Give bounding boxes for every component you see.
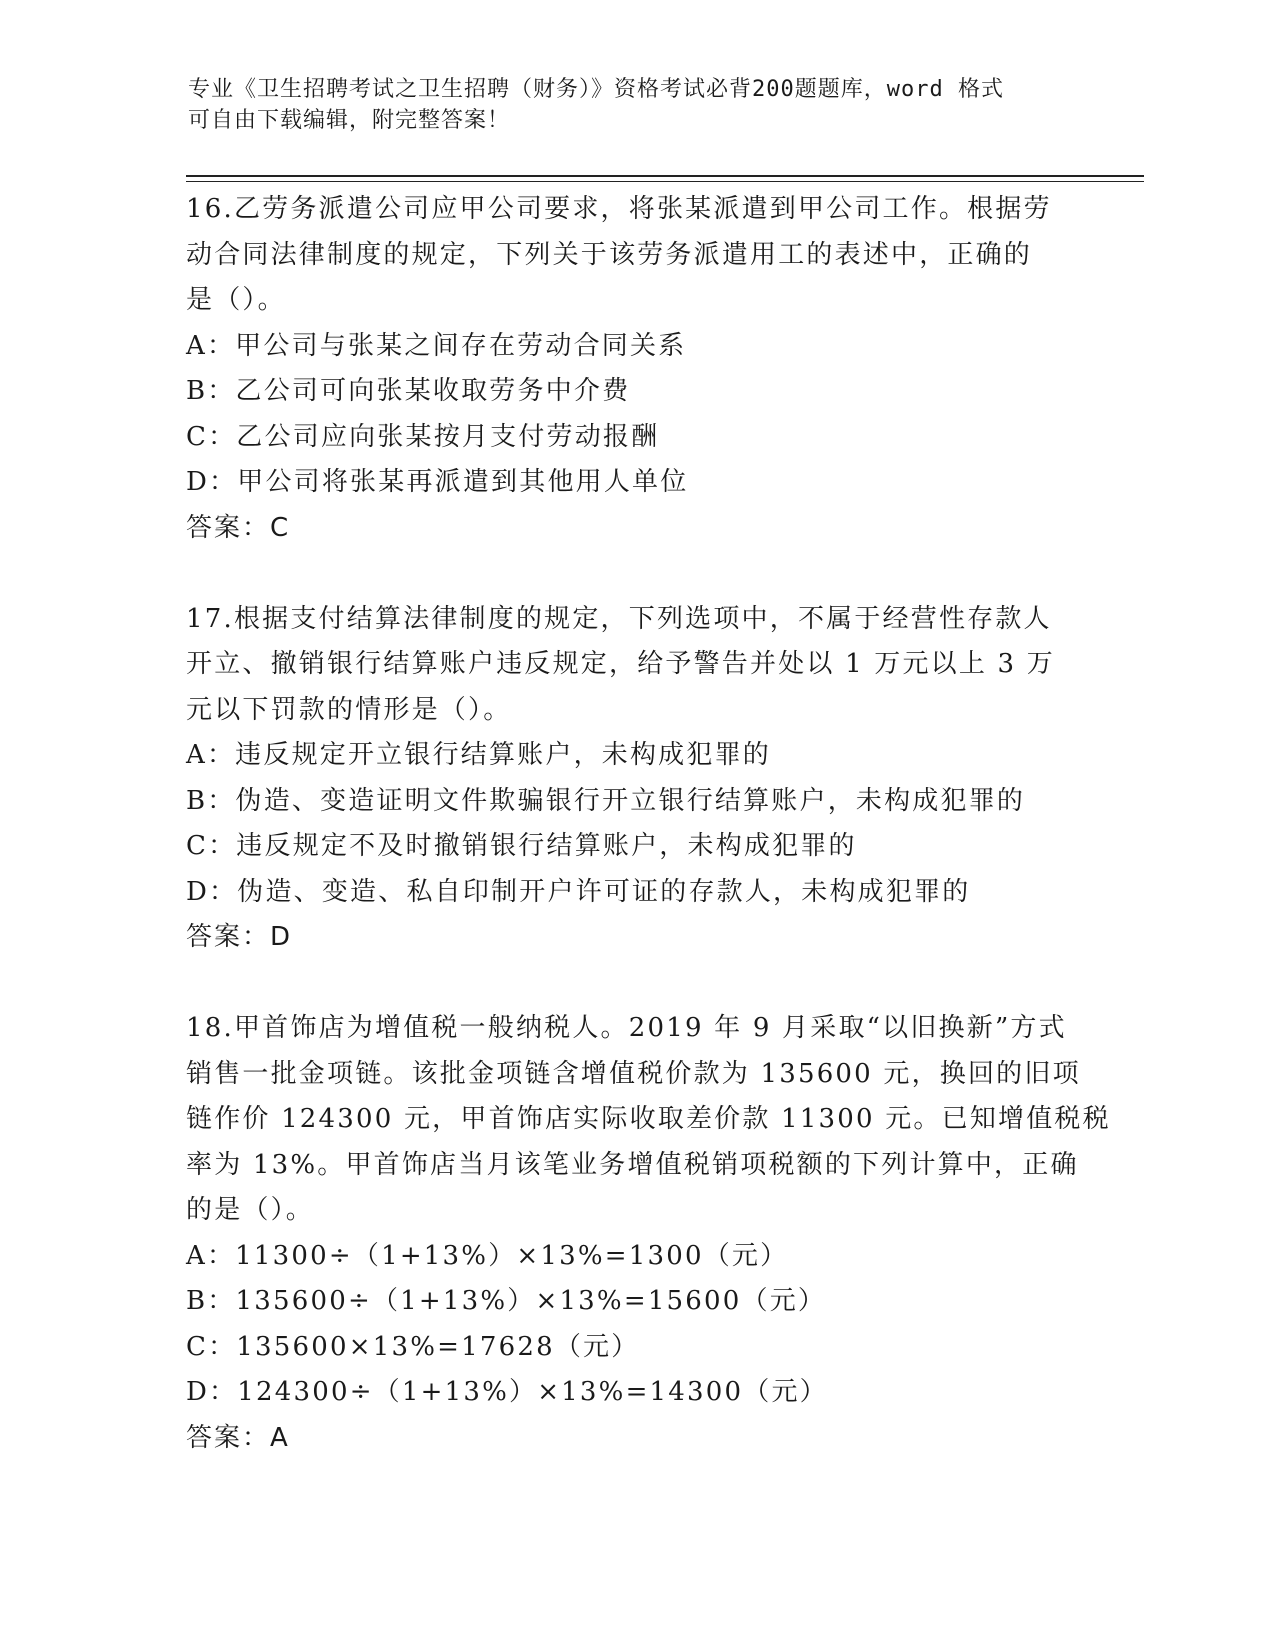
stem-line: 率为 13%。甲首饰店当月该笔业务增值税销项税额的下列计算中，正确 (186, 1149, 1079, 1180)
question-stem (186, 1006, 1111, 1234)
question-16 (186, 187, 1086, 551)
option-c: C：乙公司应向张某按月支付劳动报酬 (186, 421, 660, 452)
option-a: A：违反规定开立银行结算账户，未构成犯罪的 (186, 740, 771, 770)
stem-line: 开立、撤销银行结算账户违反规定，给予警告并处以 1 万元以上 3 万 (186, 649, 1055, 679)
option-b: B：乙公司可向张某收取劳务中介费 (186, 376, 631, 406)
option-a: A：甲公司与张某之间存在劳动合同关系 (186, 330, 687, 361)
header-rule-thin (186, 181, 1144, 182)
option-d: D：124300÷（1+13%）×13%=14300（元） (186, 1377, 828, 1407)
answer-line: 答案：C (186, 512, 291, 543)
stem-line: 销售一批金项链。该批金项链含增值税价款为 135600 元，换回的旧项 (186, 1058, 1081, 1089)
option-a: A：11300÷（1+13%）×13%=1300（元） (186, 1240, 789, 1271)
question-spacer (186, 961, 1086, 1007)
stem-line: 动合同法律制度的规定，下列关于该劳务派遣用工的表述中，正确的 (186, 239, 1033, 270)
stem-line: 的是（）。 (186, 1195, 315, 1225)
stem-line: 16.乙劳务派遣公司应甲公司要求，将张某派遣到甲公司工作。根据劳 (186, 194, 1052, 224)
header-line-2: 可自由下载编辑，附完整答案！ (188, 108, 511, 133)
option-list (186, 1234, 1086, 1416)
stem-line: 是（）。 (186, 285, 286, 315)
option-d: D：伪造、变造、私自印制开户许可证的存款人，未构成犯罪的 (186, 876, 971, 907)
question-18 (186, 1006, 1111, 1461)
answer-line: 答案：A (186, 1422, 290, 1453)
option-b: B：伪造、变造证明文件欺骗银行开立银行结算账户，未构成犯罪的 (186, 785, 1026, 816)
document-header (188, 74, 1088, 136)
stem-line: 链作价 124300 元，甲首饰店实际收取差价款 11300 元。已知增值税税 (186, 1104, 1111, 1134)
header-rule-thick (186, 175, 1144, 177)
option-b: B：135600÷（1+13%）×13%=15600（元） (186, 1286, 827, 1316)
option-list (186, 733, 1086, 915)
question-stem (186, 597, 1086, 734)
stem-line: 元以下罚款的情形是（）。 (186, 694, 512, 725)
option-c: C：违反规定不及时撤销银行结算账户，未构成犯罪的 (186, 831, 857, 861)
option-list (186, 324, 1086, 506)
question-stem (186, 187, 1086, 324)
stem-line: 18.甲首饰店为增值税一般纳税人。2019 年 9 月采取“以旧换新”方式 (186, 1013, 1067, 1043)
header-line-1: 专业《卫生招聘考试之卫生招聘（财务）》资格考试必背200题题库，word 格式 (188, 77, 1004, 102)
stem-line: 17.根据支付结算法律制度的规定，下列选项中，不属于经营性存款人 (186, 603, 1052, 634)
option-d: D：甲公司将张某再派遣到其他用人单位 (186, 467, 689, 497)
answer-line: 答案：D (186, 922, 293, 952)
option-c: C：135600×13%=17628（元） (186, 1331, 640, 1362)
question-spacer (186, 551, 1086, 597)
question-list (186, 187, 1111, 1461)
question-17 (186, 597, 1086, 961)
